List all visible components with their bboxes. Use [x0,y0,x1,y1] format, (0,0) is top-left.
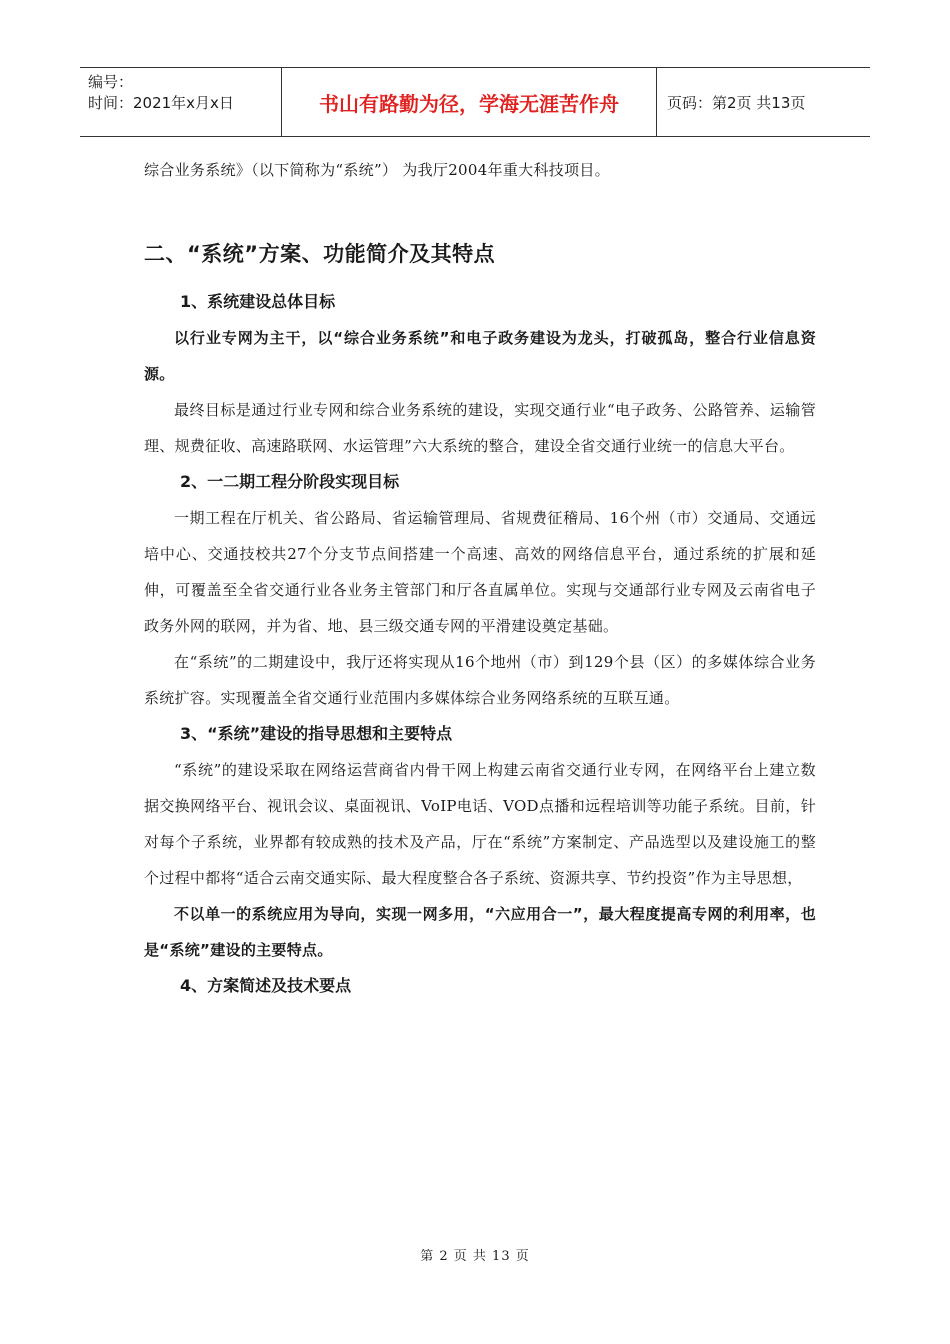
intro-block [144,152,816,188]
intro-line: 综合业务系统》（以下简称为“系统”） 为我厅2004年重大科技项目。 [144,161,610,179]
subsection-3-bold-paragraph: 不以单一的系统应用为导向，实现一网多用，“六应用合一”，最大程度提高专网的利用率，也是“系统”建设的主要特点。 [144,905,816,959]
document-header [80,67,870,137]
section-2-title: 二、“系统”方案、功能简介及其特点 [144,242,496,266]
document-number-label: 编号： [88,73,134,91]
subsection-3-paragraph: “系统”的建设采取在网络运营商省内骨干网上构建云南省交通行业专网，在网络平台上建立数据交换网络平台、视讯会议、桌面视讯、VoIP电话、VOD点播和远程培训等功能子系统。目前，针对每个子系统，业界都有较成熟的技术及产品，厅在“系统”方案制定、产品选型以及建设施工的整个过程中都将“适合云南交通实际、最大程度整合各子系统、资源共享、节约投资”作为主导思想， [144,761,816,887]
subsection-4-title: 4、方案简述及技术要点 [180,976,352,995]
header-motto: 书山有路勤为径，学海无涯苦作舟 [282,68,657,136]
subsection-2-paragraph-2: 在“系统”的二期建设中，我厅还将实现从16个地州（市）到129个县（区）的多媒体综合业务系统扩容。实现覆盖全省交通行业范围内多媒体综合业务网络系统的互联互通。 [144,653,816,707]
subsection-1-title: 1、系统建设总体目标 [180,292,336,311]
subsection-1-paragraph: 最终目标是通过行业专网和综合业务系统的建设，实现交通行业“电子政务、公路管养、运输管理、规费征收、高速路联网、水运管理”六大系统的整合，建设全省交通行业统一的信息大平台。 [144,401,816,455]
main-content [144,284,816,1004]
subsection-2-title: 2、一二期工程分阶段实现目标 [180,472,400,491]
subsection-2-paragraph-1: 一期工程在厅机关、省公路局、省运输管理局、省规费征稽局、16个州（市）交通局、交通远培中心、交通技校共27个分支节点间搭建一个高速、高效的网络信息平台，通过系统的扩展和延伸，可覆盖至全省交通行业各业务主管部门和厅各直属单位。实现与交通部行业专网及云南省电子政务外网的联网，并为省、地、县三级交通专网的平滑建设奠定基础。 [144,509,816,635]
document-date: 时间：2021年x月x日 [88,94,234,112]
subsection-3-title: 3、“系统”建设的指导思想和主要特点 [180,724,453,743]
subsection-1-bold-paragraph: 以行业专网为主干，以“综合业务系统”和电子政务建设为龙头，打破孤岛，整合行业信息资源。 [144,329,816,383]
header-page-info: 页码：第2页 共13页 [667,93,806,112]
header-meta [80,68,282,136]
section-2-block [144,238,816,268]
page-footer: 第 2 页 共 13 页 [420,1249,530,1264]
